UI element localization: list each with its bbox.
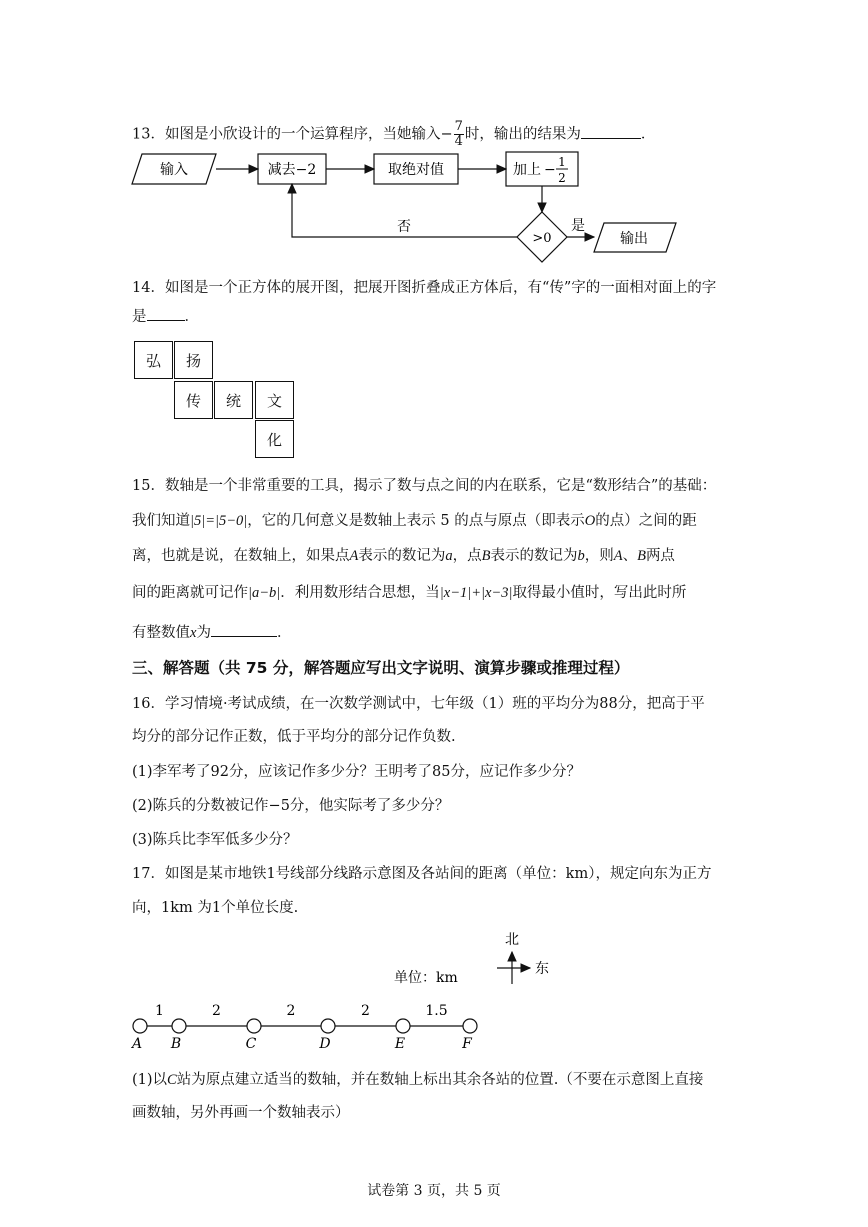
q17-line2: 向，1km 为1个单位长度. <box>132 900 299 916</box>
flow-no-label: 否 <box>397 219 411 235</box>
cube-cell: 扬 <box>174 341 213 379</box>
q13-text: 13．如图是小欣设计的一个运算程序，当她输入− $\frac{7}{4}$ 时，输出的结果为 ． <box>132 119 656 149</box>
distance-label: 2 <box>212 1003 221 1019</box>
station-d <box>321 1019 335 1033</box>
cube-cell: 统 <box>214 381 253 419</box>
flow-condition-diamond <box>517 212 567 262</box>
q13-fraction: $\frac{7}{4}$ <box>454 119 463 149</box>
compass-north-label: 北 <box>505 932 519 948</box>
station-label-d: D <box>319 1036 331 1052</box>
page-footer: 试卷第 3 页，共 5 页 <box>367 1183 501 1199</box>
cube-cell: 传 <box>174 381 213 419</box>
cube-cell: 弘 <box>134 341 173 379</box>
q16-part1: (1)李军考了92分，应该记作多少分？王明考了85分，应记作多少分？ <box>132 764 581 780</box>
flow-input-label: 输入 <box>160 162 188 178</box>
distance-label: 2 <box>286 1003 296 1019</box>
station-label-c: C <box>245 1036 257 1052</box>
svg-text:−: − <box>544 162 556 178</box>
cube-cell: 文 <box>255 381 294 419</box>
flow-output-label: 输出 <box>620 231 648 247</box>
q16-line1: 16．学习情境·考试成绩，在一次数学测试中，七年级（1）班的平均分为88分，把高于平 <box>132 696 705 712</box>
flow-abs-box <box>374 154 458 184</box>
distance-label: 1.5 <box>425 1003 448 1019</box>
cube-cell: 化 <box>255 420 294 458</box>
q15-line4: 间的距离就可记作|a−b|．利用数形结合思想，当|x−1|+|x−3|取得最小值时，写出此时所 <box>132 585 687 601</box>
section-heading: 三、解答题（共 75 分，解答题应写出文字说明、演算步骤或推理过程） <box>132 659 630 677</box>
station-label-f: F <box>462 1036 472 1052</box>
svg-text:1: 1 <box>558 155 566 169</box>
flow-add-label: 加上 <box>513 162 541 178</box>
flow-abs-label: 取绝对值 <box>388 162 444 178</box>
q14-answer-blank[interactable] <box>147 306 185 321</box>
svg-text:2: 2 <box>558 171 566 185</box>
q16-part2: (2)陈兵的分数被记作−5分，他实际考了多少分？ <box>132 798 450 814</box>
station-label-e: E <box>394 1036 406 1052</box>
compass-east-label: 东 <box>535 961 549 977</box>
q15-line1: 15．数轴是一个非常重要的工具，揭示了数与点之间的内在联系，它是“数形结合”的基础： <box>132 478 717 494</box>
flow-add-box <box>506 152 578 186</box>
station-e <box>396 1019 410 1033</box>
flow-subtract-box <box>258 154 326 184</box>
station-c <box>247 1019 261 1033</box>
q17-line1: 17．如图是某市地铁1号线部分线路示意图及各站间的距离（单位：km），规定向东为正方 <box>132 866 712 882</box>
station-f <box>463 1019 477 1033</box>
q17-part1-line1: (1)以C站为原点建立适当的数轴，并在数轴上标出其余各站的位置.（不要在示意图上直接 <box>132 1072 704 1088</box>
flow-output-shape <box>594 223 676 252</box>
flow-subtract-label: 减去−2 <box>267 162 317 178</box>
station-label-b: B <box>170 1036 182 1052</box>
q17-part1-line2: 画数轴，另外再画一个数轴表示） <box>132 1105 350 1121</box>
station-label-a: A <box>131 1036 143 1052</box>
flow-yes-label: 是 <box>571 218 585 234</box>
unit-label: 单位：km <box>394 970 458 986</box>
q14-line1: 14．如图是一个正方体的展开图，把展开图折叠成正方体后，有“传”字的一面相对面上的字 <box>132 280 717 296</box>
q16-part3: (3)陈兵比李军低多少分？ <box>132 832 298 848</box>
station-b <box>172 1019 186 1033</box>
q15-line2: 我们知道|5|=|5−0|，它的几何意义是数轴上表示 5 的点与原点（即表示O的点）之间的距 <box>132 513 697 529</box>
distance-label: 2 <box>361 1003 370 1019</box>
distance-label: 1 <box>155 1003 164 1019</box>
q14-line2: 是 ． <box>132 306 199 327</box>
flow-input-shape <box>132 154 216 184</box>
q13-answer-blank[interactable] <box>581 124 641 139</box>
q15-line3: 离，也就是说，在数轴上，如果点A表示的数记为a，点B表示的数记为b，则A、B两点 <box>132 548 675 564</box>
q16-line2: 均分的部分记作正数，低于平均分的部分记作负数. <box>132 729 456 745</box>
station-a <box>133 1019 147 1033</box>
flow-condition-label: >0 <box>532 231 552 246</box>
q15-line5: 有整数值x为 ． <box>132 622 291 643</box>
q15-answer-blank[interactable] <box>211 622 277 637</box>
